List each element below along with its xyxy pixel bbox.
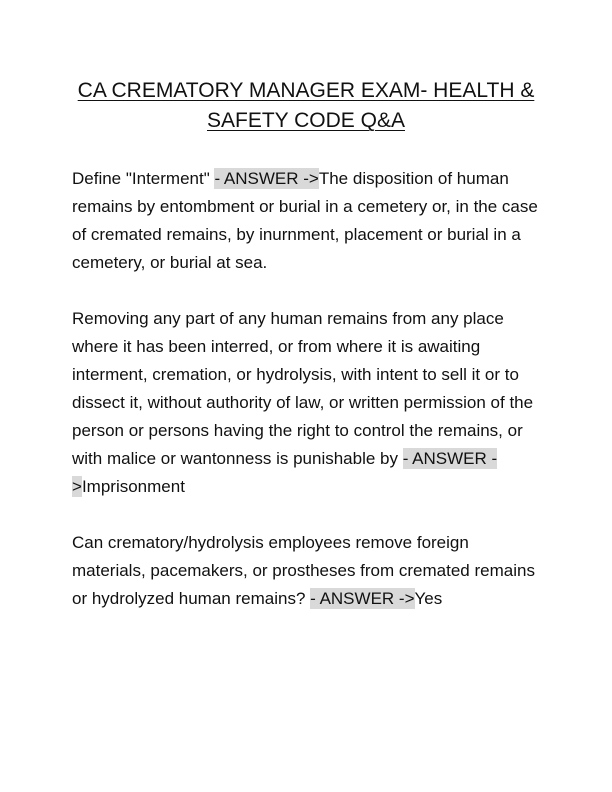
- question-text: Removing any part of any human remains from any place where it has been interred, or from where it is awaiting interment, cremation, or hydrolysis, with intent to sell it or to dissect it, without authority of law, or written permission of the person or persons having the right to control the remains, or with malice or wantonness is punishable by: [72, 309, 534, 468]
- answer-text: Imprisonment: [81, 477, 185, 496]
- question-text: Can crematory/hydrolysis employees remove foreign materials, pacemakers, or prostheses from cremated remains or hydrolyzed human remains?: [72, 533, 535, 608]
- qa-item-interment: [72, 165, 542, 277]
- answer-marker: - ANSWER ->: [310, 589, 415, 608]
- qa-list: [72, 165, 542, 641]
- qa-item-removing-remains: [72, 305, 542, 501]
- question-text: Define "Interment": [72, 169, 215, 188]
- answer-text: Yes: [414, 589, 443, 608]
- answer-marker: - ANSWER ->: [214, 169, 319, 188]
- answer-text: The disposition of human remains by entombment or burial in a cemetery or, in the case of cremated remains, by inurnment, placement or burial in a cemetery, or burial at sea.: [72, 169, 538, 272]
- document-title: CA CREMATORY MANAGER EXAM- HEALTH & SAFETY CODE Q&A: [77, 79, 535, 132]
- qa-item-foreign-materials: [72, 529, 542, 613]
- answer-marker: - ANSWER ->: [72, 449, 498, 496]
